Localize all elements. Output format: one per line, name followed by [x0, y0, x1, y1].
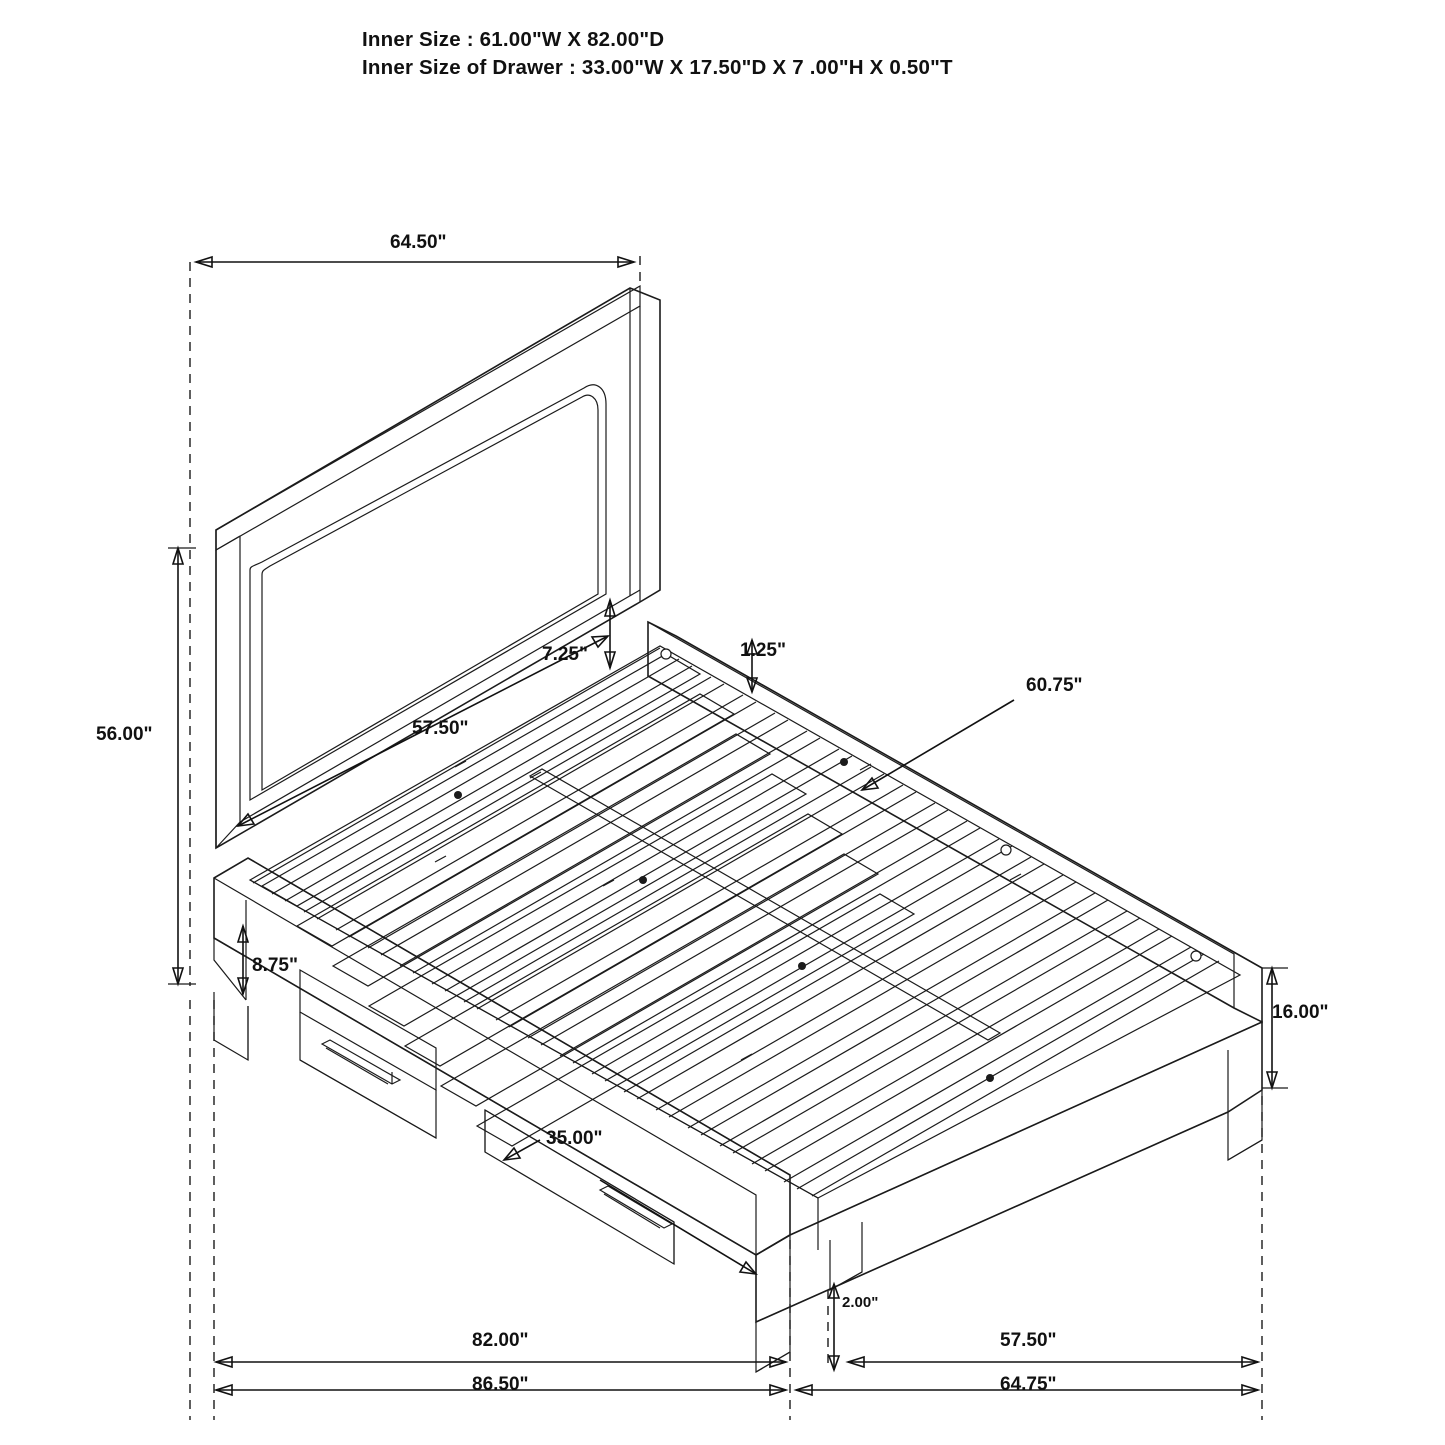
dim-leg-height: 2.00"	[842, 1294, 879, 1311]
dim-overall-width: 64.75"	[1000, 1374, 1057, 1395]
dim-headboard-panel-bottom: 7.25"	[542, 644, 588, 665]
dim-overall-length: 86.50"	[472, 1374, 529, 1395]
dim-footboard-rail-height: 8.75"	[252, 955, 298, 976]
dim-inner-length: 82.00"	[472, 1330, 529, 1351]
dim-footboard-height: 16.00"	[1272, 1002, 1329, 1023]
dim-slat-deck-width: 60.75"	[1026, 675, 1083, 696]
dim-headboard-width: 64.50"	[390, 232, 447, 253]
dim-overall-height: 56.00"	[96, 724, 153, 745]
inner-size-note: Inner Size : 61.00"W X 82.00"D	[362, 28, 665, 51]
inner-drawer-size-note: Inner Size of Drawer : 33.00"W X 17.50"D X 7 .00"H X 0.50"T	[362, 56, 953, 79]
dim-rail-thickness: 1.25"	[740, 640, 786, 661]
dim-side-width: 57.50"	[1000, 1330, 1057, 1351]
dim-drawer-width: 35.00"	[546, 1128, 603, 1149]
dim-headboard-inner-width: 57.50"	[412, 718, 469, 739]
